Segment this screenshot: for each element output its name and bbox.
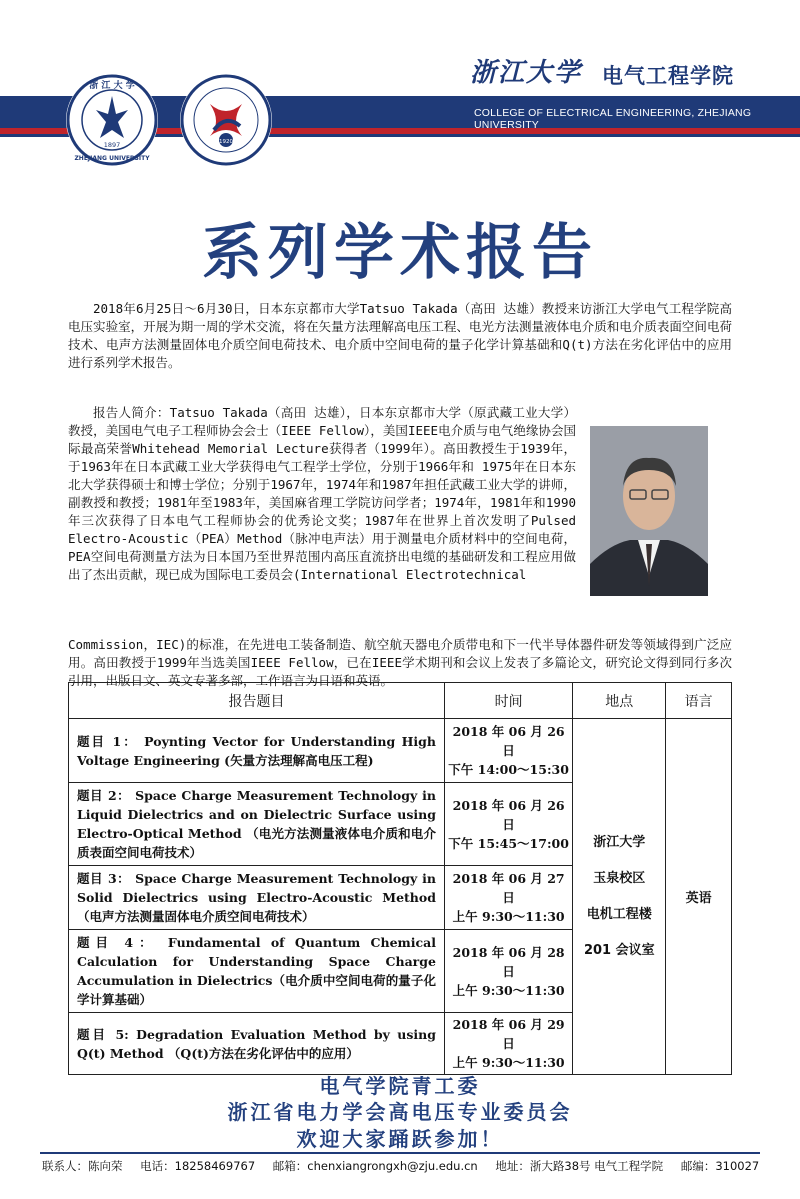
- contact-postcode: 邮编：310027: [680, 1159, 760, 1173]
- svg-text:1897: 1897: [103, 141, 121, 149]
- place-line: 玉泉校区: [593, 870, 646, 886]
- contact-phone: 电话：18258469767: [140, 1159, 256, 1173]
- time-text: 上午 9:30～11:30: [452, 982, 565, 998]
- header-place: 地点: [573, 683, 666, 719]
- time-text: 下午 15:45～17:00: [448, 835, 569, 851]
- header-topic: 报告题目: [69, 683, 445, 719]
- time-cell: [444, 1013, 572, 1075]
- brand-university-name: 浙江大学: [470, 58, 583, 88]
- time-cell: [444, 783, 572, 866]
- date-text: 2018 年 06 月 26 日: [452, 797, 565, 832]
- date-text: 2018 年 06 月 29 日: [452, 1017, 565, 1051]
- contact-footer: [42, 1158, 762, 1174]
- contact-address: 地址：浙大路38号 电气工程学院: [495, 1159, 664, 1173]
- schedule-table: [68, 682, 732, 1075]
- topic-cell: 题目 2： Space Charge Measurement Technology in Liquid Dielectrics and on Dielectric Surface using Electro-Optical Method （电光方法测量液体电介质和电介质表面空间电荷技术）: [69, 783, 445, 866]
- welcome-line: 欢迎大家踊跃参加！: [296, 1127, 504, 1151]
- brand-school-name: 电气工程学院: [602, 64, 734, 88]
- place-cell: [573, 719, 666, 1075]
- header-language: 语言: [666, 683, 732, 719]
- time-text: 下午 14:00～15:30: [448, 762, 569, 777]
- svg-text:1920: 1920: [219, 139, 233, 145]
- organizer-line: 浙江省电力学会高电压专业委员会: [227, 1100, 573, 1124]
- date-text: 2018 年 06 月 27 日: [452, 871, 565, 905]
- place-line: 电机工程楼: [586, 906, 652, 922]
- speaker-photo: [590, 426, 708, 596]
- intro-paragraph: 2018年6月25日～6月30日，日本东京都市大学Tatsuo Takada（高田 达雄）教授来访浙江大学电气工程学院高电压实验室，开展为期一周的学术交流，将在矢量方法理解高电压工程、电光方法测量液体电介质和电介质表面空间电荷技术、电声方法测量固体电介质空间电荷技术、电介质中空间电荷的量子化学计算基础和Q(t)方法在劣化评估中的应用进行系列学术报告。: [68, 301, 732, 370]
- place-line: 201 会议室: [583, 942, 655, 958]
- svg-text:ZHEJIANG UNIVERSITY: ZHEJIANG UNIVERSITY: [74, 155, 150, 162]
- topic-cell: 题目 5: Degradation Evaluation Method by using Q(t) Method （Q(t)方法在劣化评估中的应用）: [69, 1013, 445, 1075]
- table-header-row: [69, 683, 732, 719]
- topic-cell: 题目 3： Space Charge Measurement Technology in Solid Dielectrics using Electro-Acoustic Method （电声方法测量固体电介质空间电荷技术）: [69, 866, 445, 930]
- date-text: 2018 年 06 月 26 日: [452, 724, 565, 758]
- date-text: 2018 年 06 月 28 日: [452, 944, 565, 979]
- college-seal-logo: [180, 74, 272, 166]
- header-time: 时间: [444, 683, 572, 719]
- table-row: [69, 719, 732, 783]
- time-cell: [444, 930, 572, 1013]
- svg-text:浙 江 大 学: 浙 江 大 学: [89, 81, 135, 91]
- page-title: 系列学术报告: [202, 218, 598, 288]
- place-line: 浙江大学: [593, 834, 646, 850]
- zju-seal-logo: [66, 74, 158, 166]
- topic-cell: 题目 4： Fundamental of Quantum Chemical Calculation for Understanding Space Charge Accumulation in Dielectrics（电介质中空间电荷的量子化学计算基础）: [69, 930, 445, 1013]
- time-cell: [444, 719, 572, 783]
- contact-person: 联系人：陈向荣: [42, 1159, 123, 1173]
- brand-english-name: COLLEGE OF ELECTRICAL ENGINEERING, ZHEJIANG UNIVERSITY: [474, 107, 752, 131]
- topic-cell: 题目 1： Poynting Vector for Understanding High Voltage Engineering (矢量方法理解高电压工程): [69, 719, 445, 783]
- organizer-line: 电气学院青工委: [319, 1074, 481, 1098]
- time-text: 上午 9:30～11:30: [452, 1055, 565, 1070]
- speaker-bio-part2: Commission，IEC)的标准，在先进电工装备制造、航空航天器电介质带电和下一代半导体器件研发等领域得到广泛应用。高田教授于1999年当选美国IEEE Fellow，已在IEEE学术期刊和会议上发表了多篇论文，研究论文得到同行多次引用，出版日文、英文专著多部，工作语言为日语和英语。: [68, 637, 732, 688]
- footer-divider: [40, 1152, 760, 1154]
- time-text: 上午 9:30～11:30: [452, 909, 565, 924]
- language-cell: 英语: [666, 719, 732, 1075]
- contact-email[interactable]: 邮箱：chenxiangrongxh@zju.edu.cn: [272, 1159, 478, 1173]
- speaker-bio-part1: 报告人简介：Tatsuo Takada（高田 达雄），日本东京都市大学（原武藏工业大学）教授，美国电气电子工程师协会会士（IEEE Fellow），美国IEEE电介质与电气绝缘协会国际最高荣誉Whitehead Memorial Lecture获得者（1999年）。高田教授生于1939年，于1963年在日本武藏工业大学获得电气工程学士学位，分别于1966年和 1975年在日本东北大学获得硕士和博士学位；分别于1967年，1974年和1987年担任武藏工业大学的讲师，副教授和教授；1981年至1983年，美国麻省理工学院访问学者；1974年，1981年和1990年三次获得了日本电气工程师协会的优秀论文奖；1987年在世界上首次发明了Pulsed Electro-Acoustic（PEA）Method（脉冲电声法）用于测量电介质材料中的空间电荷，PEA空间电荷测量方法为日本国乃至世界范围内高压直流挤出电缆的基础研发和工程应用做出了杰出贡献，现已成为国际电工委员会(International Electrotechnical: [68, 405, 576, 582]
- time-cell: [444, 866, 572, 930]
